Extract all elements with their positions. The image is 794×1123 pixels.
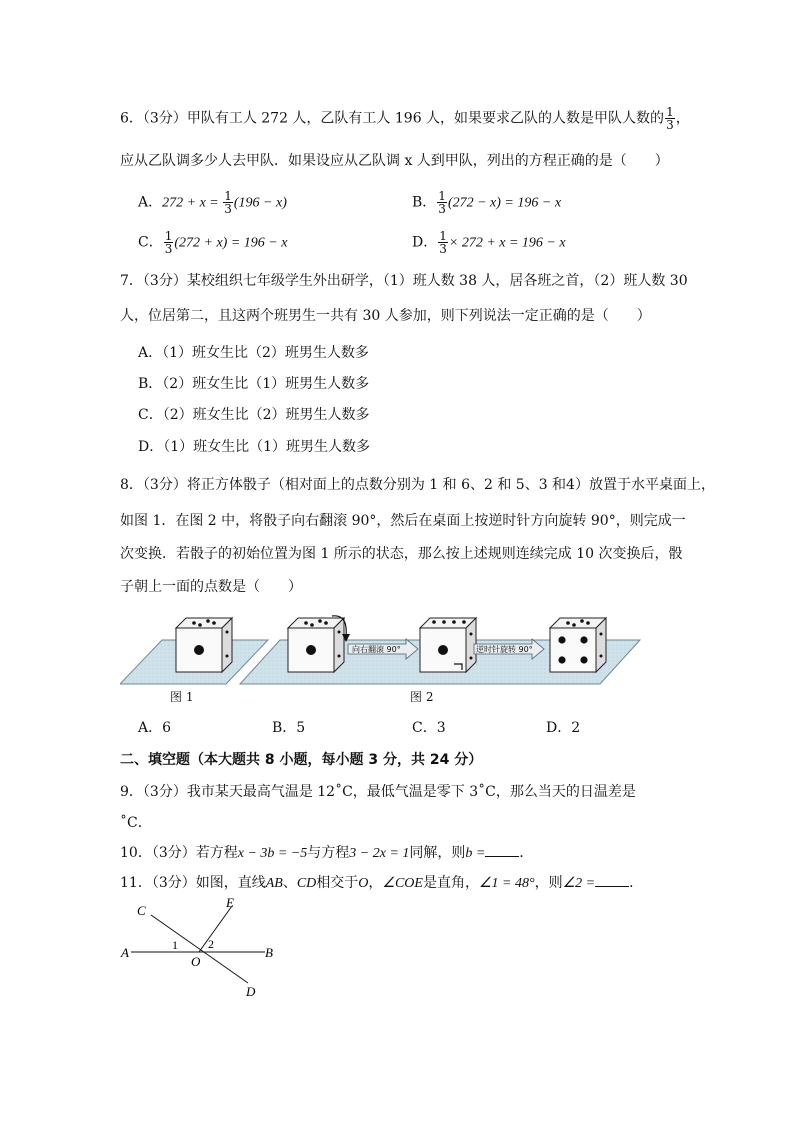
label-c: C [137, 903, 146, 918]
dice-2 [288, 616, 350, 672]
arrow-rotate-label: 逆时针旋转 90° [476, 645, 533, 654]
label-o: O [191, 954, 201, 969]
label-d: D [246, 984, 256, 999]
q9-stem-line1: 9．（3分）我市某天最高气温是 12˚C，最低气温是零下 3˚C，那么当天的日温差是 [120, 784, 636, 800]
label-angle-1: 1 [172, 938, 178, 952]
q6-stem-line2: 应从乙队调多少人去甲队．如果设应从乙队调 x 人到甲队，列出的方程正确的是（ ） [120, 153, 669, 169]
q6-fraction: $\frac{1}{3}$ [666, 105, 674, 132]
q8-stem-line3: 次变换．若骰子的初始位置为图 1 所示的状态，那么按上述规则连续完成 10 次变换后，骰 [120, 546, 683, 562]
figure-1-caption: 图 1 [170, 690, 194, 704]
q11-stem: 11．（3分）如图，直线AB、CD相交于O，∠COE是直角，∠1 = 48°，则∠2 = ． [120, 875, 644, 891]
figure-2-caption: 图 2 [410, 690, 434, 704]
q9-stem-line2: ˚C． [120, 815, 152, 831]
q10-stem: 10．（3分）若方程x − 3b = −5与方程3 − 2x = 1同解，则b = ． [120, 845, 534, 861]
arrow-roll-label: 向右翻滚 90° [352, 645, 401, 654]
section-heading-fill-blank: 二、填空题（本大题共 8 小题，每小题 3 分，共 24 分） [120, 752, 483, 768]
label-b: B [265, 945, 273, 960]
q8-option-c[interactable]: C．3 [412, 720, 446, 736]
q8-stem-line2: 如图 1．在图 2 中，将骰子向右翻滚 90°，然后在桌面上按逆时针方向旋转 90°，则完成一 [120, 513, 686, 529]
q11-answer-blank[interactable] [595, 874, 629, 887]
q10-answer-blank[interactable] [485, 844, 519, 857]
line-cd [151, 915, 248, 983]
label-a: A [121, 945, 129, 960]
q8-stem-line1: 8．（3分）将正方体骰子（相对面上的点数分别为 1 和 6、2 和 5、3 和4）放置于水平桌面上， [120, 477, 715, 493]
q7-option-d[interactable]: D．（1）班女生比（1）班男生人数多 [138, 439, 371, 455]
q6-option-c[interactable]: C． $\frac{1}{3}$ (272 + x) = 196 − x [138, 229, 288, 256]
dice-4 [550, 618, 606, 672]
q6-option-b[interactable]: B． $\frac{1}{3}$ (272 − x) = 196 − x [412, 189, 562, 216]
q8-option-d[interactable]: D．2 [546, 720, 581, 736]
dice-figure [120, 612, 650, 704]
geometry-figure [115, 895, 285, 1003]
q7-option-c[interactable]: C．（2）班女生比（2）班男生人数多 [138, 407, 370, 423]
label-e: E [226, 895, 234, 910]
q6-option-d[interactable]: D． $\frac{1}{3}$ × 272 + x = 196 − x [412, 229, 566, 256]
dice-3 [420, 618, 476, 672]
q8-stem-line4: 子朝上一面的点数是（ ） [120, 579, 302, 595]
q8-option-b[interactable]: B．5 [272, 720, 306, 736]
q7-stem-line1: 7．（3分）某校组织七年级学生外出研学，（1）班人数 38 人，居各班之首，（2）班人数 30 [120, 273, 688, 289]
label-angle-2: 2 [208, 937, 214, 951]
q7-option-a[interactable]: A．（1）班女生比（2）班男生人数多 [138, 345, 369, 361]
q7-option-b[interactable]: B．（2）班女生比（1）班男生人数多 [138, 376, 370, 392]
q8-option-a[interactable]: A．6 [138, 720, 172, 736]
dice-1 [176, 618, 232, 672]
ray-oe [199, 906, 232, 952]
q6-stem-line1: 6．（3分）甲队有工人 272 人，乙队有工人 196 人，如果要求乙队的人数是甲队人数的 $\frac{1}{3}$ ， [120, 105, 690, 132]
q6-option-a[interactable]: A．272 + x = $\frac{1}{3}$ (196 − x) [138, 189, 287, 216]
q7-stem-line2: 人，位居第二，且这两个班男生一共有 30 人参加，则下列说法一定正确的是（ ） [120, 308, 651, 324]
